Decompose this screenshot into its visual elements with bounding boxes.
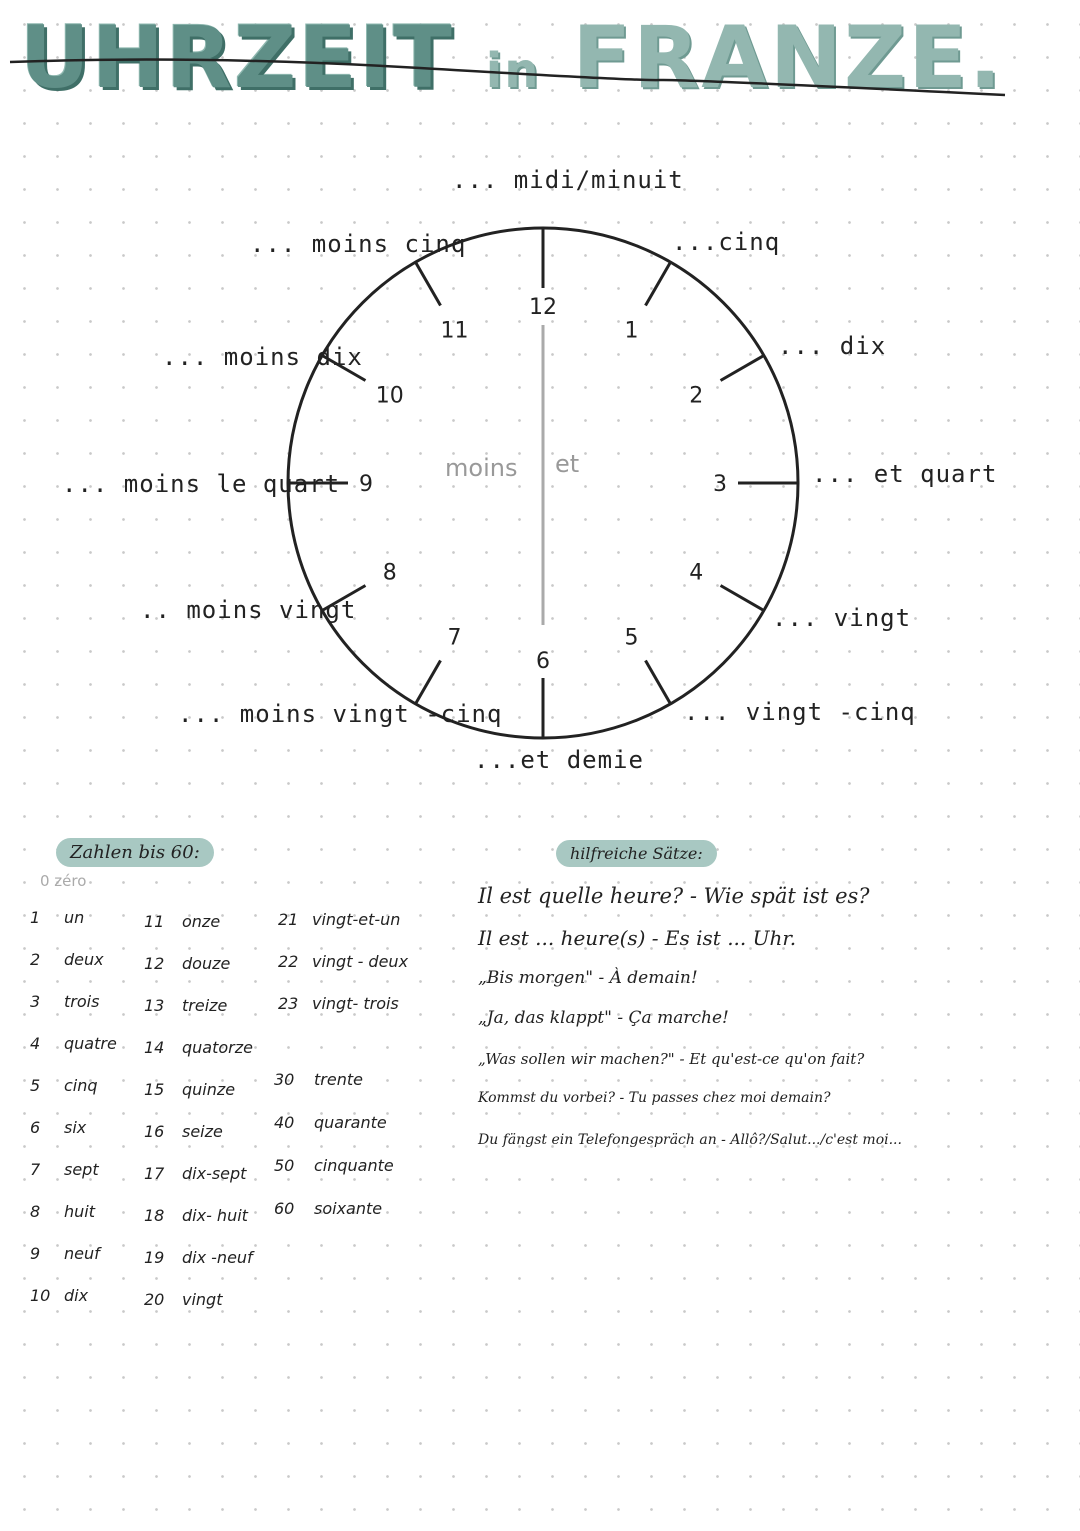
number-row <box>30 1118 117 1160</box>
number-digit: 14 <box>144 1038 165 1057</box>
number-digit: 9 <box>30 1244 41 1263</box>
phrase-line: „Bis morgen" - À demain! <box>478 968 698 988</box>
number-word: dix <box>64 1286 89 1305</box>
clock-number-7: 7 <box>447 625 462 651</box>
number-word: onze <box>182 912 221 931</box>
title-part-2: in <box>485 43 541 99</box>
label-cinq: ...cinq <box>672 228 781 256</box>
clock-number-3: 3 <box>713 472 727 497</box>
title-part-3: FRANZE. <box>572 8 1004 108</box>
number-word: soixante <box>314 1199 383 1218</box>
number-word: vingt <box>182 1290 223 1309</box>
number-digit: 6 <box>30 1118 41 1137</box>
number-row <box>274 1113 394 1156</box>
number-digit: 22 <box>278 952 299 971</box>
number-row <box>30 1160 117 1202</box>
number-word: six <box>64 1118 87 1137</box>
clock-tick-4 <box>721 586 764 611</box>
inner-moins: moins <box>445 454 518 482</box>
number-digit: 13 <box>144 996 165 1015</box>
label-vingt: ... vingt <box>772 604 912 632</box>
numbers-heading: Zahlen bis 60: <box>56 838 214 867</box>
clock-tick-1 <box>646 262 671 305</box>
number-word: quatre <box>64 1034 117 1053</box>
clock-number-5: 5 <box>624 625 639 651</box>
number-word: quatorze <box>182 1038 253 1057</box>
number-digit: 3 <box>30 992 41 1011</box>
number-row <box>30 1202 117 1244</box>
clock-number-9: 9 <box>359 472 373 497</box>
number-digit: 50 <box>274 1156 295 1175</box>
inner-et: et <box>555 450 580 478</box>
clock-number-1: 1 <box>624 318 639 344</box>
number-digit: 16 <box>144 1122 165 1141</box>
number-row <box>30 908 117 950</box>
number-word: treize <box>182 996 228 1015</box>
number-word: neuf <box>64 1244 100 1263</box>
number-word: cinq <box>64 1076 98 1095</box>
phrase-line: Kommst du vorbei? - Tu passes chez moi demain? <box>478 1090 831 1106</box>
number-row <box>144 912 253 954</box>
number-word: un <box>64 908 85 927</box>
number-word: trente <box>314 1070 363 1089</box>
number-digit: 4 <box>30 1034 41 1053</box>
number-word: vingt- trois <box>312 994 399 1013</box>
number-digit: 8 <box>30 1202 41 1221</box>
label-et-demie: ...et demie <box>474 746 644 774</box>
number-row <box>144 954 253 996</box>
number-word: vingt-et-un <box>312 910 401 929</box>
number-row <box>144 1038 253 1080</box>
number-row <box>144 1080 253 1122</box>
number-word: dix- huit <box>182 1206 248 1225</box>
label-moins-le-quart: ... moins le quart <box>62 470 341 498</box>
zero-entry: 0 zéro <box>40 872 87 890</box>
number-row <box>30 1034 117 1076</box>
clock-number-2: 2 <box>689 383 704 409</box>
clock-number-12: 12 <box>529 295 557 320</box>
phrase-line: Il est ... heure(s) - Es ist ... Uhr. <box>478 926 797 950</box>
number-digit: 60 <box>274 1199 295 1218</box>
number-word: cinquante <box>314 1156 394 1175</box>
number-digit: 7 <box>30 1160 41 1179</box>
number-digit: 21 <box>278 910 299 929</box>
number-row <box>278 994 408 1036</box>
label-dix: ... dix <box>778 332 887 360</box>
number-row <box>30 992 117 1034</box>
number-word: deux <box>64 950 104 969</box>
number-word: dix -neuf <box>182 1248 253 1267</box>
number-digit: 2 <box>30 950 41 969</box>
number-row <box>144 1122 253 1164</box>
label-vingt-cinq: ... vingt -cinq <box>684 698 916 726</box>
number-digit: 11 <box>144 912 165 931</box>
number-row <box>274 1070 394 1113</box>
number-digit: 15 <box>144 1080 165 1099</box>
number-row <box>144 996 253 1038</box>
number-digit: 19 <box>144 1248 165 1267</box>
clock-number-10: 10 <box>375 383 404 409</box>
phrase-line: „Ja, das klappt" - Ça marche! <box>478 1008 729 1028</box>
number-word: quarante <box>314 1113 387 1132</box>
clock-number-11: 11 <box>440 318 469 344</box>
clock-number-4: 4 <box>689 560 704 586</box>
number-digit: 18 <box>144 1206 165 1225</box>
label-moins-cinq: ... moins cinq <box>250 230 467 258</box>
number-row <box>30 1076 117 1118</box>
number-word: douze <box>182 954 231 973</box>
number-row <box>274 1156 394 1199</box>
number-digit: 1 <box>30 908 41 927</box>
clock-number-6: 6 <box>536 649 550 674</box>
number-row <box>274 1199 394 1242</box>
number-digit: 30 <box>274 1070 295 1089</box>
phrases-heading: hilfreiche Sätze: <box>556 840 717 867</box>
number-word: sept <box>64 1160 99 1179</box>
number-row <box>144 1164 253 1206</box>
label-et-quart: ... et quart <box>812 460 998 488</box>
number-digit: 12 <box>144 954 165 973</box>
number-digit: 20 <box>144 1290 165 1309</box>
title-part-1: UHRZEIT <box>20 8 454 108</box>
number-word: seize <box>182 1122 223 1141</box>
number-digit: 17 <box>144 1164 165 1183</box>
number-word: quinze <box>182 1080 236 1099</box>
label-moins-vingt: .. moins vingt <box>140 596 357 624</box>
number-word: huit <box>64 1202 95 1221</box>
numbers-column-3-top <box>278 910 408 1036</box>
numbers-column-1 <box>30 908 117 1328</box>
number-digit: 23 <box>278 994 299 1013</box>
label-midi-minuit: ... midi/minuit <box>452 166 684 194</box>
number-row <box>30 950 117 992</box>
clock-number-8: 8 <box>382 560 397 586</box>
clock-tick-2 <box>721 356 764 381</box>
clock-tick-5 <box>646 661 671 704</box>
number-row <box>144 1248 253 1290</box>
number-row <box>144 1290 253 1332</box>
number-row <box>144 1206 253 1248</box>
label-moins-dix: ... moins dix <box>162 343 363 371</box>
label-moins-vingt-cinq: ... moins vingt -cinq <box>178 700 503 728</box>
numbers-column-3-bottom <box>274 1070 394 1242</box>
number-word: vingt - deux <box>312 952 409 971</box>
clock-tick-11 <box>416 262 441 305</box>
number-row <box>30 1286 117 1328</box>
number-row <box>278 952 408 994</box>
number-word: dix-sept <box>182 1164 247 1183</box>
number-row <box>278 910 408 952</box>
number-digit: 10 <box>30 1286 51 1305</box>
phrase-line: Du fängst ein Telefongespräch an - Allô?/Salut.../c'est moi... <box>478 1132 902 1148</box>
number-digit: 5 <box>30 1076 41 1095</box>
phrases-list <box>478 884 902 1172</box>
number-row <box>30 1244 117 1286</box>
phrase-line: „Was sollen wir machen?" - Et qu'est-ce qu'on fait? <box>478 1050 865 1068</box>
number-word: trois <box>64 992 100 1011</box>
clock-tick-7 <box>416 661 441 704</box>
numbers-column-2 <box>144 912 253 1332</box>
phrase-line: Il est quelle heure? - Wie spät ist es? <box>478 884 870 908</box>
number-digit: 40 <box>274 1113 295 1132</box>
